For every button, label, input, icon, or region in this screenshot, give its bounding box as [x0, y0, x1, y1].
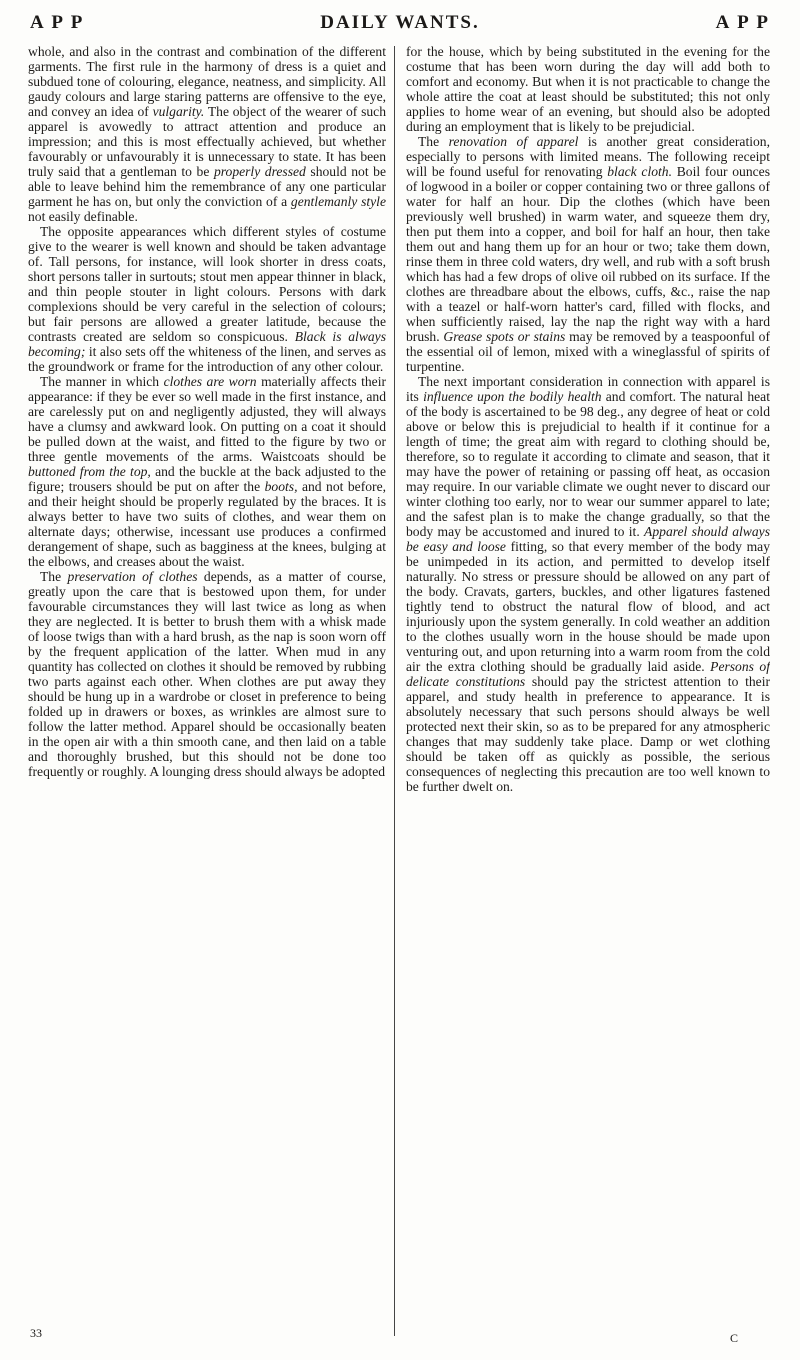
signature-mark: C [730, 1331, 739, 1345]
paragraph [406, 134, 770, 374]
italic-run: Black is always becoming; [28, 329, 386, 359]
paragraph [28, 44, 386, 224]
text-run: Boil four ounces of logwood in a boiler or copper containing two or three gallons of water for half an hour. Dip the clothes (which have been previously well brushed) in warm water, and squeeze them dry, then put them into a copper, and boil for half an hour, then take them out and hang them up for an hour or two; take them down, rinse them in three cold waters, dry well, and rub with a soft brush which has had a few drops of olive oil rubbed on its surface. If the clothes are threadbare about the elbows, cuffs, &c., raise the nap with a teazel or half-worn hatter's card, filled with flocks, and when sufficiently raised, lay the nap the right way with a hard brush. [406, 164, 770, 344]
running-head-right: A P P [715, 12, 770, 33]
italic-run: preservation of clothes [67, 569, 198, 584]
paragraph [28, 569, 386, 779]
text-run: and not before, and their height should be properly regulated by the braces. It is always better to have two suits of clothes, and wear them on alternate days; otherwise, incessant use produces a confirmed derangement of shape, such as bagginess at the knees, bulging at the elbows, and creases about the waist. [28, 479, 386, 569]
running-head-left: A P P [30, 12, 85, 33]
italic-run: Persons of delicate constitutions [406, 659, 770, 689]
text-run: not easily definable. [28, 209, 138, 224]
text-run: for the house, which by being substituted in the evening for the costume that has been worn during the day will add both to comfort and economy. But when it is not practicable to change the whole attire the coat at least should be substituted; this not only applies to home wear of an evening, but should also be adopted during an employment that is likely to be prejudicial. [406, 44, 770, 134]
text-run: The manner in which [40, 374, 164, 389]
text-run: whole, and also in the contrast and combination of the different garments. The first rule in the harmony of dress is a quiet and subdued tone of colouring, elegance, neatness, and simplicity. All gaudy colours and large staring patterns are offensive to the eye, and convey an idea of [28, 44, 386, 119]
text-run: The [40, 569, 68, 584]
italic-run: renovation of apparel [448, 134, 579, 149]
paragraph [406, 374, 770, 794]
text-run: The [418, 134, 449, 149]
italic-run: clothes are worn [163, 374, 257, 389]
paragraph [28, 224, 386, 374]
italic-run: buttoned from the top, [28, 464, 151, 479]
italic-run: Apparel should always be easy and loose [406, 524, 770, 554]
text-run: should not be able to leave behind him the remembrance of any one particular garment he has on, but only the conviction of a [28, 164, 386, 209]
text-run: should pay the strictest attention to their apparel, and study health in preference to appearance. It is absolutely necessary that such persons should always be well protected next their skin, so as to be prepared for any atmospheric changes that may suddenly take place. Damp or wet clothing should be taken off as quickly as possible, the serious consequences of neglecting this precaution are too well known to be further dwelt on. [406, 674, 770, 794]
text-run: depends, as a matter of course, greatly upon the care that is bestowed upon them, for under favourable circumstances they will last twice as long as when they are neglected. It is better to brush them with a whisk made of loose twigs than with a hard brush, as the nap is soon worn off by the frequent application of the latter. When mud in any quantity has collected on clothes it should be removed by rubbing two parts against each other. When clothes are put away they should be hung up in a wardrobe or closet in preference to being folded up in drawers or boxes, as wrinkles are almost sure to follow the latter method. Apparel should be occasionally beaten in the open air with a thin smooth cane, and then laid on a table and thoroughly brushed, but this should not be done too frequently or roughly. A lounging dress should always be adopted [28, 569, 386, 779]
text-columns [28, 44, 772, 1344]
text-run: it also sets off the whiteness of the linen, and serves as the groundwork or frame for the introduction of any other colour. [28, 344, 386, 374]
text-run: and comfort. The natural heat of the body is ascertained to be 98 deg., any degree of heat or cold above or below this is prejudicial to health if it continue for a length of time; the great aim with regard to clothing should be, therefore, so to regulate it according to climate and season, that it may have the power of retaining or passing off heat, as occasion may require. In our variable climate we ought never to discard our winter clothing too early, nor to wear our summer apparel to late; and the safest plan is to make the change gradually, so that the body may be accustomed and inured to it. [406, 389, 770, 539]
text-run: materially affects their appearance: if they be ever so well made in the first instance, and are carelessly put on and negligently adjusted, they will always have a clumsy and awkward look. On putting on a coat it should be pulled down at the waist, and fitted to the figure by two or three gentle movements of the arms. Waistcoats should be [28, 374, 386, 464]
left-column [28, 44, 386, 1344]
text-run: The object of the wearer of such apparel is avowedly to attract attention and produce an impression; and this is most effectually achieved, but whether favourably or unfavourably it is unnecessary to state. It has been truly said that a gentleman to be [28, 104, 386, 179]
right-column [406, 44, 770, 1344]
text-run: is another great consideration, especially to persons with limited means. The following receipt will be found useful for renovating [406, 134, 770, 179]
paragraph [28, 374, 386, 569]
italic-run: Grease spots or stains [443, 329, 566, 344]
running-head-center: DAILY WANTS. [320, 12, 480, 33]
paragraph [406, 44, 770, 134]
italic-run: vulgarity. [152, 104, 205, 119]
text-run: and the buckle at the back adjusted to the figure; trousers should be put on after the [28, 464, 386, 494]
page-number: 33 [30, 1326, 42, 1340]
text-run: The opposite appearances which different styles of costume give to the wearer is well known and should be taken advantage of. Tall persons, for instance, will look shorter in dress coats, short persons taller in surtouts; stout men appear thinner in black, and thin people stouter in light colours. Persons with dark complexions should be very careful in the selection of colours; but fair persons are allowed a greater latitude, because the contrasts created are seldom so conspicuous. [28, 224, 386, 344]
italic-run: influence upon the bodily health [423, 389, 602, 404]
italic-run: black cloth. [607, 164, 672, 179]
text-run: may be removed by a teaspoonful of the essential oil of lemon, mixed with a wineglassful of spirits of turpentine. [406, 329, 770, 374]
italic-run: gentlemanly style [290, 194, 386, 209]
italic-run: properly dressed [213, 164, 306, 179]
column-divider [394, 46, 395, 1336]
running-head [30, 6, 770, 40]
text-run: The next important consideration in connection with apparel is its [406, 374, 770, 404]
italic-run: boots, [264, 479, 298, 494]
text-run: fitting, so that every member of the body may be unimpeded in its action, and permitted to develop itself naturally. No stress or pressure should be allowed on any part of the body. Cravats, garters, buckles, and other ligatures fastened tightly tend to obstruct the natural flow of blood, and act injuriously upon the system generally. In cold weather an addition to the clothes usually worn in the house should be made upon venturing out, and upon returning into a warm room from the cold air the extra clothing should be gradually laid aside. [406, 539, 770, 674]
